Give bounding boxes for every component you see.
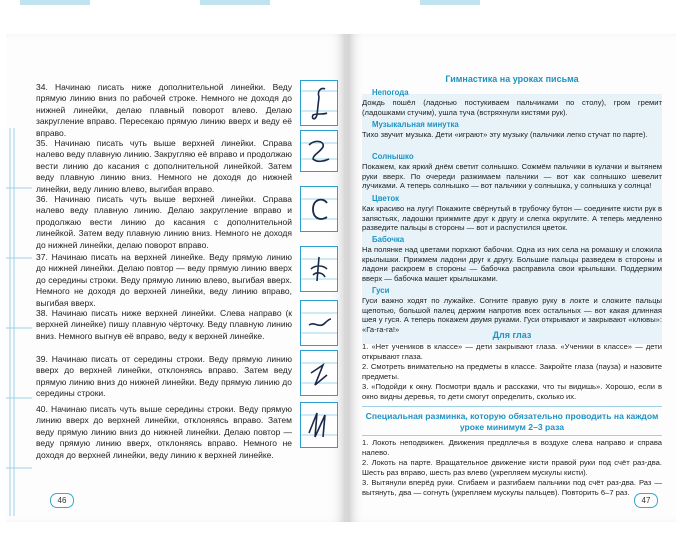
top-tab — [200, 0, 270, 5]
top-tab — [420, 0, 480, 5]
warmup-text: 2. Локоть на парте. Вращательное движение кисти правой руки под счёт раз-два. Шесть раз вправо, шесть раз влево (укрепляем мускулы кисти). — [362, 458, 662, 477]
exercise-subtitle: Непогода — [372, 88, 409, 97]
margin-ruling-icon — [6, 128, 32, 516]
page-number: 47 — [634, 493, 658, 508]
right-page — [348, 34, 676, 522]
letter-v-icon — [300, 300, 338, 346]
letter-w-icon — [300, 402, 338, 448]
eyes-text: 3. «Подойди к окну. Посмотри вдаль и расскажи, что ты видишь». Хорошо, если в окно видны деревья, то дети смогут определить, сколько их. — [362, 382, 662, 401]
exercise-text: Покажем, как яркий днём светит солнышко. Сожмём пальчики в кулачки и вытянем руки вверх. По очереди разжимаем пальчики — вот как солнышко шевелит лучиками. А теперь солнышко — вот пальчики у солнышка, у солнышка у солнца! — [362, 162, 662, 191]
eyes-text: 2. Смотреть внимательно на предметы в классе. Закройте глаза (пауза) и назовите предметы. — [362, 362, 662, 381]
exercise-text: 35. Начинаю писать чуть выше верхней линейки. Справа налево веду плавную линию. Закругляю её вправо и продолжаю вести линию до касания с дополнительной линейкой. Затем веду плавную линию вниз. Немного не доходя до нижней линейки, веду линию влево, выгибая вправо. — [36, 138, 292, 194]
exercise-text: Тихо звучит музыка. Дети «играют» эту музыку (пальчики легко стучат по парте). — [362, 130, 648, 139]
exercise-subtitle: Цветок — [372, 194, 399, 203]
section-title: Для глаз — [492, 330, 532, 340]
letter-n-icon — [300, 350, 338, 396]
eyes-text: 1. «Нет учеников в классе» — дети закрывают глаза. «Ученики в классе» — дети открывают глаза. — [362, 342, 662, 361]
letter-l-icon — [300, 80, 338, 126]
top-tab — [20, 0, 90, 5]
exercise-subtitle: Бабочка — [372, 235, 405, 244]
section-title: Гимнастика на уроках письма — [445, 74, 579, 84]
exercise-text: Дождь пошёл (ладонью постукиваем пальчиками по столу), гром гремит (ладошками стучим), ушла туча (встряхнули кистями рук). — [362, 98, 662, 117]
letter-c-icon — [300, 130, 338, 172]
warmup-text: 1. Локоть неподвижен. Движения предплечья в воздухе слева направо и справа налево. — [362, 438, 662, 457]
exercise-text: 37. Начинаю писать на верхней линейке. Веду прямую линию до нижней линейки. Делаю повтор — веду прямую линию вверх до середины строки. Веду прямую линию влево, выгибая вверх. Немного не доходя до верхней линейки, веду линию вправо, выгибая вверх. — [36, 252, 292, 308]
exercise-subtitle: Гуси — [372, 286, 390, 295]
warmup-text: 3. Вытянули вперёд руки. Сгибаем и разгибаем пальчики под счёт раз-два. Раз — вытянуть, два — согнуть (укрепляем мускулы пальцев). Повторить 6–7 раз. — [362, 478, 662, 497]
left-page — [6, 34, 346, 522]
exercise-subtitle: Солнышко — [372, 152, 414, 161]
exercise-text: Как красиво на лугу! Покажите свёрнутый в трубочку бутон — соедините кисти рук в запястьях, ладошки прижмите друг к другу и слегка округлите. А теперь медленно разведите пальцы в стороны — вот и распустился цветок. — [362, 204, 662, 233]
page-number: 46 — [50, 493, 74, 508]
section-title: Специальная разминка, которую обязательно проводить на каждом уроке минимум 2–3 раза — [365, 411, 659, 432]
exercise-text: 36. Начинаю писать чуть выше верхней линейки. Справа налево веду плавную линию. Делаю закругление вправо и продолжаю вести линию до касания с дополнительной линейкой. Затем веду плавную линию вниз. Немного не доходя до нижней линейки, делаю поворот вправо. — [36, 194, 292, 250]
exercise-text: Гуси важно ходят по лужайке. Согните правую руку в локте и сложите пальцы щепотью, большой палец держим напротив всех остальных — вот какая длинная шея у гуся. А теперь покажем двумя руками. Гуси открывают и закрывают «клювы»: «Га-га-га!» — [362, 296, 662, 334]
exercise-text: На полянке над цветами порхают бабочки. Одна из них села на ромашку и сложила крылышки. Прижмем ладони друг к другу. Большие пальцы разведем в стороны и ладони раскроем в стороны — бабочка расправила свои крылышки. Поддержим вверх — бабочка машет крылышками. — [362, 245, 662, 283]
divider — [362, 435, 662, 436]
divider — [362, 406, 662, 407]
letter-zh-icon — [300, 246, 338, 292]
exercise-text: 34. Начинаю писать ниже дополнительной линейки. Веду прямую линию вниз по рабочей строке. Немного не доходя до нижней линейки, делаю плавный поворот влево. Делаю закругление вправо. Пересекаю прямую линию вверх и веду её вправо. — [36, 82, 292, 138]
exercise-subtitle: Музыкальная минутка — [372, 120, 459, 129]
exercise-text: 38. Начинаю писать ниже верхней линейки. Слева направо (к верхней линейке) пишу плавную чёрточку. Веду плавную линию вниз. Немного выгнув её вправо, веду к верхней линейке. — [36, 308, 292, 341]
exercise-text: 39. Начинаю писать от середины строки. Веду прямую линию вверх до верхней линейки, отклоняясь вправо. Затем веду прямую линию вниз до нижней линейки. Веду прямую линию до середины строки. — [36, 354, 292, 399]
letter-s-icon — [300, 186, 338, 232]
exercise-text: 40. Начинаю писать чуть выше середины строки. Веду прямую линию вверх до верхней линейки, отклоняясь вправо. Затем веду прямую линию вниз до нижней линейки. Делаю повтор — веду прямую линию вверх, отклоняясь вправо. Немного не доходя до верхней линейки, веду линию к верхней линейке. — [36, 404, 292, 460]
